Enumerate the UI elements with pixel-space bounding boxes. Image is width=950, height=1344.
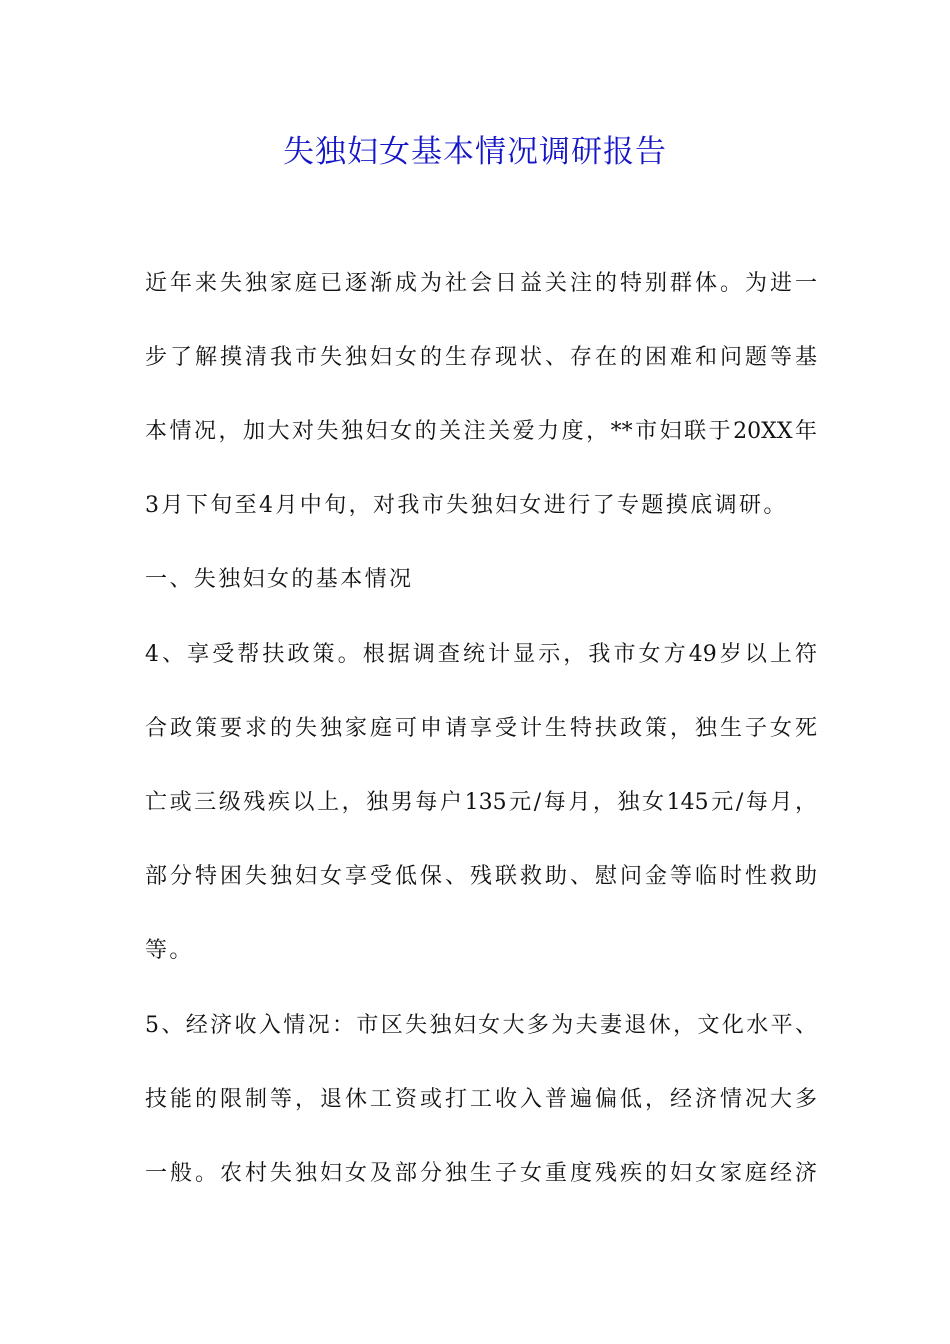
paragraph-line: 亡或三级残疾以上，独男每户135元/每月，独女145元/每月，: [145, 790, 817, 815]
paragraph-line: 步了解摸清我市失独妇女的生存现状、存在的困难和问题等基: [145, 345, 817, 370]
paragraph-line: 3月下旬至4月中旬，对我市失独妇女进行了专题摸底调研。: [145, 493, 788, 518]
paragraph-line: 部分特困失独妇女享受低保、残联救助、慰问金等临时性救助: [145, 864, 817, 889]
section-heading: 一、失独妇女的基本情况: [145, 567, 414, 592]
paragraph-line: 4、享受帮扶政策。根据调查统计显示，我市女方49岁以上符: [145, 642, 817, 667]
paragraph-line: 一般。农村失独妇女及部分独生子女重度残疾的妇女家庭经济: [145, 1161, 817, 1186]
paragraph-line: 技能的限制等，退休工资或打工收入普遍偏低，经济情况大多: [145, 1087, 817, 1112]
paragraph-line: 等。: [145, 938, 194, 963]
paragraph-line: 本情况，加大对失独妇女的关注关爱力度，**市妇联于20XX年: [145, 419, 817, 444]
document-title: 失独妇女基本情况调研报告: [283, 134, 667, 170]
paragraph-line: 近年来失独家庭已逐渐成为社会日益关注的特别群体。为进一: [145, 271, 817, 296]
paragraph-line: 合政策要求的失独家庭可申请享受计生特扶政策，独生子女死: [145, 716, 817, 741]
paragraph-line: 5、经济收入情况：市区失独妇女大多为夫妻退休，文化水平、: [145, 1013, 817, 1038]
